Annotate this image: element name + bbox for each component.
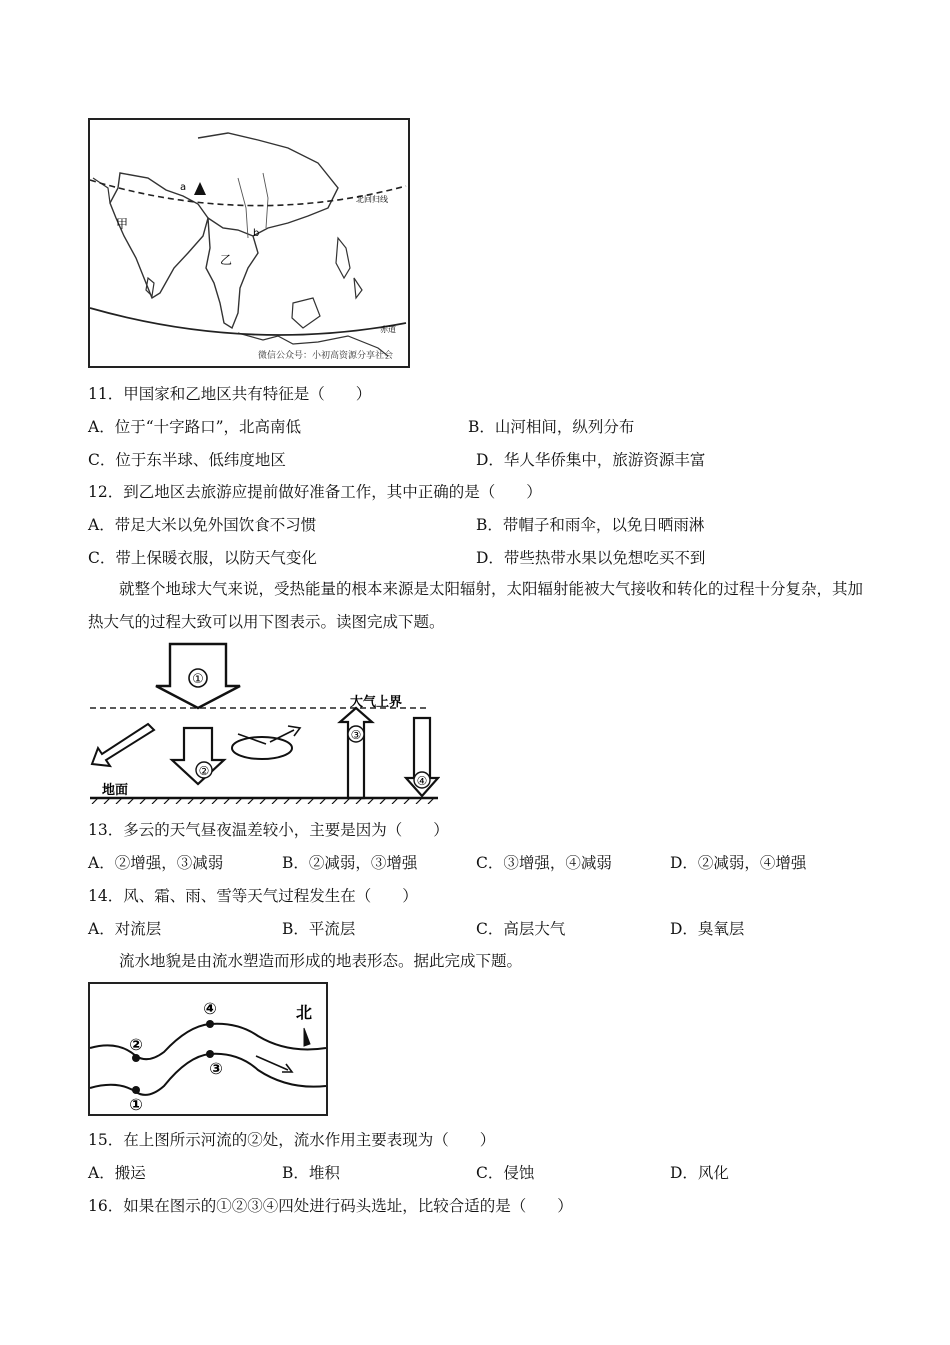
intro-river: 流水地貌是由流水塑造而形成的地表形态。据此完成下题。: [119, 952, 523, 970]
q12-option-d: D．带些热带水果以免想吃买不到: [476, 549, 706, 567]
map-label-yi: 乙: [220, 253, 233, 267]
q11-option-b: B．山河相间，纵列分布: [468, 418, 635, 436]
q13-option-c: C．③增强，④减弱: [476, 854, 612, 872]
q13-option-d: D．②减弱，④增强: [670, 854, 807, 872]
river-label-1: ①: [129, 1095, 143, 1114]
map-watermark: 微信公众号：小初高资源分享社会: [258, 351, 394, 361]
atmos-label-2: ②: [198, 764, 210, 778]
q12-option-b: B．带帽子和雨伞，以免日晒雨淋: [476, 516, 705, 534]
map-label-a: a: [180, 182, 187, 193]
q13-option-a: A．②增强，③减弱: [88, 854, 224, 872]
q11-option-c: C．位于东半球、低纬度地区: [88, 451, 286, 469]
map-label-jia: 甲: [116, 217, 129, 231]
q11-option-a: A．位于“十字路口”，北高南低: [88, 418, 302, 436]
point-3: [206, 1050, 214, 1058]
arrow-3: [340, 708, 372, 798]
q15-stem: 15．在上图所示河流的②处，流水作用主要表现为（ ）: [88, 1131, 496, 1149]
river-figure: [88, 982, 328, 1116]
atmos-label-4: ④: [416, 774, 428, 788]
asia-map-figure: [88, 118, 410, 368]
q14-option-a: A．对流层: [88, 920, 162, 938]
point-2: [132, 1054, 140, 1062]
atmos-top-label: 大气上界: [350, 695, 403, 710]
q16-stem: 16．如果在图示的①②③④四处进行码头选址，比较合适的是（ ）: [88, 1197, 573, 1215]
q13-stem: 13．多云的天气昼夜温差较小，主要是因为（ ）: [88, 821, 449, 839]
q12-option-a: A．带足大米以免外国饮食不习惯: [88, 516, 317, 534]
q11-stem: 11．甲国家和乙地区共有特征是（ ）: [88, 385, 372, 403]
arrow-reflect: [92, 724, 154, 766]
intro-atmosphere: 就整个地球大气来说，受热能量的根本来源是太阳辐射，太阳辐射能被大气接收和转化的过程十分复杂，其加热大气的过程大致可以用下图表示。读图完成下题。: [88, 580, 864, 631]
atmos-label-1: ①: [192, 672, 204, 687]
river-label-2: ②: [129, 1035, 143, 1054]
q14-option-b: B．平流层: [282, 920, 356, 938]
atmos-ground-label: 地面: [102, 783, 129, 798]
q14-option-c: C．高层大气: [476, 920, 566, 938]
map-label-equator: 赤道: [380, 325, 396, 334]
point-4: [206, 1020, 214, 1028]
river-label-3: ③: [209, 1059, 223, 1078]
point-1: [132, 1086, 140, 1094]
map-label-tropic: 北回归线: [356, 195, 388, 204]
river-label-4: ④: [203, 999, 217, 1018]
atmosphere-heating-figure: [88, 642, 440, 804]
q15-option-d: D．风化: [670, 1164, 729, 1182]
q12-stem: 12．到乙地区去旅游应提前做好准备工作，其中正确的是（ ）: [88, 483, 542, 501]
q14-stem: 14．风、霜、雨、雪等天气过程发生在（ ）: [88, 887, 418, 905]
q12-option-c: C．带上保暖衣服，以防天气变化: [88, 549, 317, 567]
atmos-label-3: ③: [350, 728, 362, 742]
q15-option-c: C．侵蚀: [476, 1164, 535, 1182]
q11-option-d: D．华人华侨集中，旅游资源丰富: [476, 451, 706, 469]
q15-option-b: B．堆积: [282, 1164, 340, 1182]
q15-option-a: A．搬运: [88, 1164, 146, 1182]
cloud-shape: [232, 737, 292, 759]
map-label-b: b: [253, 228, 260, 239]
north-label: 北: [296, 1003, 313, 1022]
q14-option-d: D．臭氧层: [670, 920, 745, 938]
q13-option-b: B．②减弱，③增强: [282, 854, 418, 872]
